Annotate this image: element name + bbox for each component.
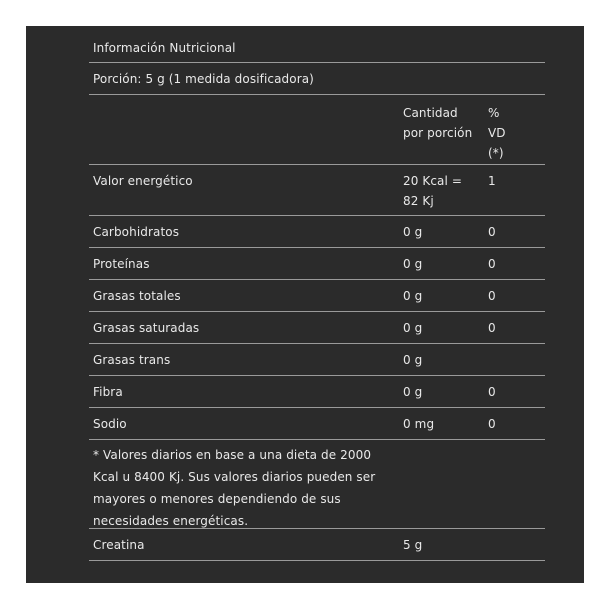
nutrient-name: Sodio	[93, 417, 127, 431]
nutrient-amount: 0 g	[403, 385, 423, 399]
nutrient-amount: 0 g	[403, 321, 423, 335]
table-title: Información Nutricional	[93, 41, 236, 55]
portion-text: Porción: 5 g (1 medida dosificadora)	[93, 72, 314, 86]
nutrient-name: Proteínas	[93, 257, 150, 271]
nutrient-vd: 0	[488, 385, 496, 399]
table-row	[89, 376, 545, 408]
header-row	[89, 95, 545, 165]
nutrient-amount: 0 g	[403, 257, 423, 271]
nutrient-amount: 20 Kcal = 82 Kj	[403, 174, 463, 208]
table-row	[89, 344, 545, 376]
nutrient-name: Fibra	[93, 385, 123, 399]
nutrient-name: Carbohidratos	[93, 225, 180, 239]
nutrient-vd: 0	[488, 321, 496, 335]
nutrient-amount: 0 g	[403, 353, 423, 367]
creatine-amount: 5 g	[403, 538, 423, 552]
table-row	[89, 165, 545, 216]
nutrient-amount: 0 mg	[403, 417, 435, 431]
nutrient-name: Grasas trans	[93, 353, 171, 367]
nutrition-panel	[26, 26, 584, 583]
nutrient-amount: 0 g	[403, 289, 423, 303]
nutrient-vd: 0	[488, 289, 496, 303]
vd-header: % VD (*)	[488, 106, 506, 160]
creatine-row	[89, 529, 545, 561]
table-row	[89, 216, 545, 248]
table-row	[89, 312, 545, 344]
quantity-header: Cantidad por porción	[403, 106, 473, 140]
table-row	[89, 408, 545, 440]
footnote-text: * Valores diarios en base a una dieta de 2000 Kcal u 8400 Kj. Sus valores diarios pueden ser mayores o menores dependiendo de sus necesidades energéticas.	[93, 448, 376, 528]
table-row	[89, 248, 545, 280]
nutrient-name: Grasas totales	[93, 289, 181, 303]
nutrient-amount: 0 g	[403, 225, 423, 239]
creatine-name: Creatina	[93, 538, 145, 552]
nutrient-vd: 1	[488, 174, 496, 188]
nutrient-name: Valor energético	[93, 174, 193, 188]
nutrient-name: Grasas saturadas	[93, 321, 200, 335]
nutrient-vd: 0	[488, 225, 496, 239]
footnote-row	[89, 440, 545, 529]
nutrient-vd: 0	[488, 257, 496, 271]
nutrient-vd: 0	[488, 417, 496, 431]
table-row	[89, 280, 545, 312]
title-row	[89, 26, 545, 63]
portion-row	[89, 63, 545, 95]
